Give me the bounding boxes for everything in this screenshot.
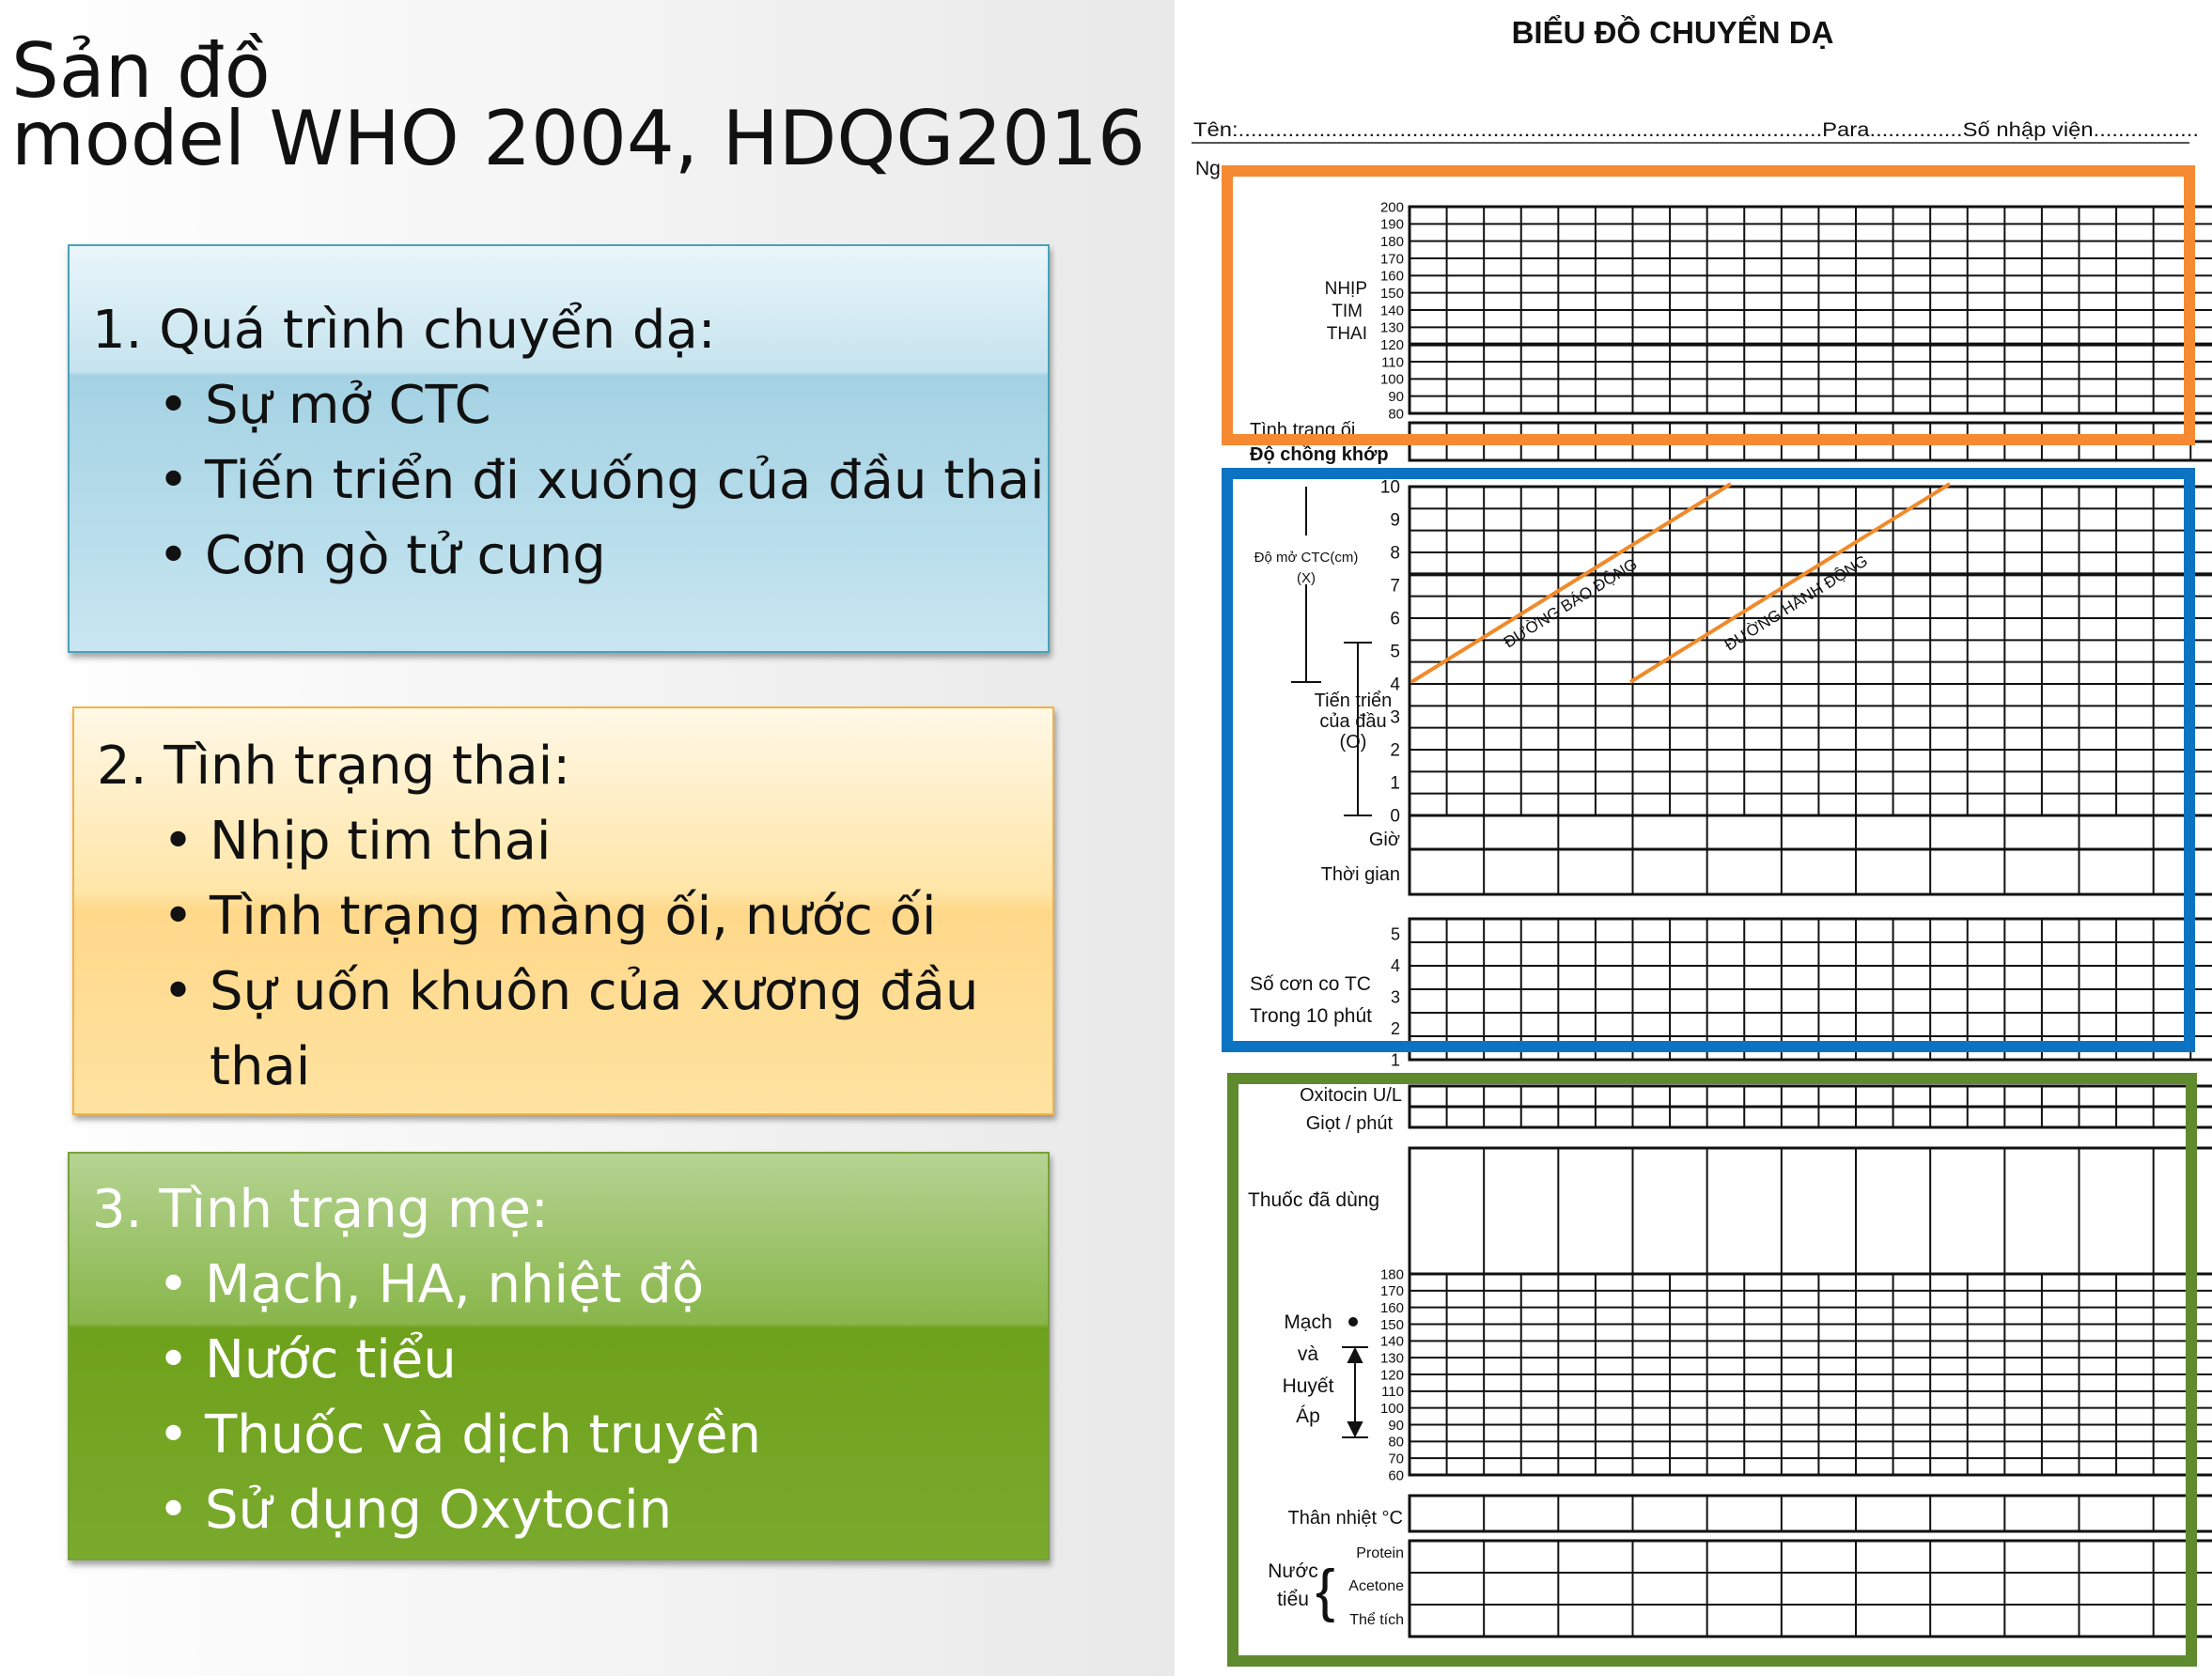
contractions-tick-4: 4 bbox=[1390, 955, 1400, 975]
fhr-tick-200: 200 bbox=[1379, 199, 1404, 216]
maternal-item-urine: • Nước tiểu bbox=[158, 1323, 1048, 1398]
cervix-tick-4: 4 bbox=[1390, 675, 1400, 695]
contractions-tick-3: 3 bbox=[1390, 987, 1400, 1007]
partograph-header-second-line: Ng bbox=[1195, 158, 1221, 179]
fetal-item-moulding bbox=[163, 954, 1052, 1105]
cervix-tick-3: 3 bbox=[1390, 707, 1400, 728]
fetal-item-moulding-line-2: thai bbox=[210, 1036, 311, 1097]
time-row bbox=[1410, 849, 2212, 894]
urine-grid bbox=[1410, 1541, 2212, 1637]
fhr-tick-160: 160 bbox=[1379, 268, 1404, 285]
fhr-tick-80: 80 bbox=[1388, 406, 1404, 423]
bp-arrow bbox=[1342, 1347, 1368, 1437]
pulse-bp-tick-120: 120 bbox=[1379, 1367, 1404, 1384]
moulding-label: Độ chồng khớp bbox=[1250, 444, 1389, 465]
drugs-grid bbox=[1410, 1148, 2212, 1274]
partograph-form bbox=[1175, 0, 2212, 1676]
pulse-bp-tick-60: 60 bbox=[1388, 1467, 1404, 1484]
labor-process-list bbox=[92, 368, 1048, 594]
partograph-header-name: Tên:..............................................................................................Para...............Số nhập viện................. bbox=[1193, 119, 2199, 141]
descent-label-1: Tiến triển bbox=[1314, 691, 1393, 711]
maternal-status-list bbox=[92, 1248, 1048, 1548]
pulse-bp-tick-130: 130 bbox=[1379, 1350, 1404, 1367]
urine-brace: { bbox=[1316, 1559, 1335, 1623]
cervix-tick-1: 1 bbox=[1390, 773, 1400, 794]
labor-process-box bbox=[68, 244, 1050, 653]
action-line bbox=[1630, 484, 1950, 682]
contractions-tick-2: 2 bbox=[1390, 1018, 1400, 1038]
pulse-bp-tick-110: 110 bbox=[1381, 1384, 1404, 1401]
pulse-bp-label-4: Áp bbox=[1296, 1405, 1320, 1427]
fhr-tick-180: 180 bbox=[1379, 233, 1404, 250]
labor-section-highlight bbox=[1227, 473, 2189, 1047]
fhr-tick-120: 120 bbox=[1379, 336, 1404, 353]
contractions-label-2: Trong 10 phút bbox=[1250, 1005, 1372, 1027]
cervix-tick-2: 2 bbox=[1390, 740, 1400, 761]
maternal-item-oxytocin: • Sử dụng Oxytocin bbox=[158, 1473, 1048, 1548]
partograph-grids bbox=[1410, 207, 2212, 1637]
fetal-status-box bbox=[72, 706, 1054, 1115]
contractions-tick-5: 5 bbox=[1390, 924, 1400, 944]
labor-process-heading: 1. Quá trình chuyển dạ: bbox=[92, 300, 716, 361]
pulse-marker bbox=[1348, 1317, 1358, 1327]
temperature-label: Thân nhiệt °C bbox=[1287, 1508, 1403, 1529]
dilation-label: Độ mở CTC(cm) bbox=[1254, 550, 1359, 566]
cervix-tick-8: 8 bbox=[1390, 543, 1400, 564]
slide-title-line-1: Sản đồ bbox=[11, 27, 271, 115]
fhr-tick-90: 90 bbox=[1388, 388, 1404, 405]
labor-item-head-descent: • Tiến triển đi xuống của đầu thai bbox=[158, 443, 1048, 519]
membranes-label: Tình trạng ối bbox=[1250, 420, 1356, 441]
temperature-row bbox=[1410, 1496, 2212, 1531]
labor-item-cervical-dilation: • Sự mở CTC bbox=[158, 368, 1048, 443]
oxytocin-drops-label: Giọt / phút bbox=[1305, 1113, 1393, 1134]
cervix-tick-6: 6 bbox=[1390, 609, 1400, 629]
fetal-item-moulding-line-1: Sự uốn khuôn của xương đầu bbox=[210, 961, 979, 1022]
fetal-item-membranes: • Tình trạng màng ối, nước ối bbox=[163, 879, 1052, 954]
maternal-status-heading: 3. Tình trạng mẹ: bbox=[92, 1179, 549, 1240]
pulse-bp-tick-70: 70 bbox=[1388, 1451, 1404, 1467]
cervix-tick-7: 7 bbox=[1390, 576, 1400, 597]
pulse-bp-tick-160: 160 bbox=[1379, 1299, 1404, 1316]
partograph-title: BIỂU ĐỒ CHUYỂN DẠ bbox=[1511, 15, 1834, 50]
fetal-status-heading: 2. Tình trạng thai: bbox=[97, 736, 571, 797]
slide-title bbox=[11, 27, 1145, 182]
contractions-tick-1: 1 bbox=[1390, 1050, 1400, 1070]
alert-line bbox=[1411, 484, 1731, 682]
urine-row-protein: Protein bbox=[1356, 1545, 1404, 1561]
fhr-tick-110: 110 bbox=[1381, 354, 1404, 371]
fetal-section-highlight bbox=[1227, 171, 2189, 440]
cervix-tick-10: 10 bbox=[1379, 477, 1400, 498]
cervix-tick-0: 0 bbox=[1390, 806, 1400, 827]
maternal-status-box bbox=[68, 1152, 1050, 1560]
oxytocin-row bbox=[1410, 1086, 2212, 1107]
pulse-bp-grid bbox=[1410, 1274, 2212, 1475]
contractions-label-1: Số cơn co TC bbox=[1250, 973, 1371, 995]
pulse-bp-label-3: Huyết bbox=[1282, 1375, 1334, 1397]
fhr-tick-170: 170 bbox=[1379, 251, 1404, 268]
maternal-item-vitals: • Mạch, HA, nhiệt độ bbox=[158, 1248, 1048, 1323]
pulse-bp-tick-180: 180 bbox=[1379, 1266, 1404, 1283]
fhr-tick-150: 150 bbox=[1379, 285, 1404, 302]
descent-label-3: (O) bbox=[1339, 732, 1367, 753]
urine-label-2: tiểu bbox=[1277, 1589, 1309, 1610]
fhr-tick-140: 140 bbox=[1379, 303, 1404, 319]
drops-row bbox=[1410, 1107, 2212, 1127]
pulse-bp-tick-140: 140 bbox=[1379, 1333, 1404, 1350]
dilation-bracket bbox=[1291, 487, 1372, 815]
fetal-item-heart-rate: • Nhịp tim thai bbox=[163, 804, 1052, 879]
hours-label: Giờ bbox=[1368, 830, 1400, 850]
drugs-label: Thuốc đã dùng bbox=[1248, 1189, 1380, 1211]
fhr-grid bbox=[1410, 207, 2212, 413]
oxytocin-label: Oxitocin U/L bbox=[1300, 1085, 1402, 1106]
fetal-status-list bbox=[97, 804, 1052, 1105]
time-label: Thời gian bbox=[1320, 864, 1400, 885]
urine-row-volume: Thể tích bbox=[1349, 1612, 1404, 1628]
dilation-mark: (X) bbox=[1297, 570, 1316, 586]
fhr-tick-190: 190 bbox=[1379, 216, 1404, 233]
cervix-tick-9: 9 bbox=[1390, 510, 1400, 531]
pulse-bp-label-1: Mạch bbox=[1284, 1311, 1332, 1333]
pulse-bp-tick-150: 150 bbox=[1379, 1316, 1404, 1333]
maternal-item-drugs: • Thuốc và dịch truyền bbox=[158, 1398, 1048, 1473]
descent-label-2: của đầu bbox=[1319, 711, 1387, 732]
contractions-grid bbox=[1410, 919, 2212, 1060]
cervix-tick-5: 5 bbox=[1390, 642, 1400, 662]
hours-row bbox=[1410, 815, 2212, 849]
labor-item-contractions: • Cơn gò tử cung bbox=[158, 519, 1048, 594]
alert-line-label: ĐƯỜNG BÁO ĐỘNG bbox=[1501, 554, 1641, 652]
fhr-tick-130: 130 bbox=[1379, 319, 1404, 336]
fhr-label-2: TIM bbox=[1332, 302, 1363, 321]
fhr-tick-100: 100 bbox=[1379, 371, 1404, 388]
pulse-bp-label-2: và bbox=[1297, 1343, 1319, 1365]
pulse-bp-tick-80: 80 bbox=[1388, 1434, 1404, 1451]
pulse-bp-tick-170: 170 bbox=[1379, 1283, 1404, 1300]
cervix-grid bbox=[1410, 487, 2212, 815]
fhr-label-3: THAI bbox=[1326, 324, 1367, 344]
action-line-label: ĐƯỜNG HÀNH ĐỘNG bbox=[1721, 551, 1871, 655]
fhr-label-1: NHỊP bbox=[1324, 279, 1367, 299]
pulse-bp-tick-100: 100 bbox=[1379, 1400, 1404, 1417]
urine-label-1: Nước bbox=[1268, 1560, 1318, 1582]
pulse-bp-tick-90: 90 bbox=[1388, 1417, 1404, 1434]
urine-row-acetone: Acetone bbox=[1348, 1578, 1404, 1594]
slide-title-line-2: model WHO 2004, HDQG2016 bbox=[11, 95, 1145, 182]
